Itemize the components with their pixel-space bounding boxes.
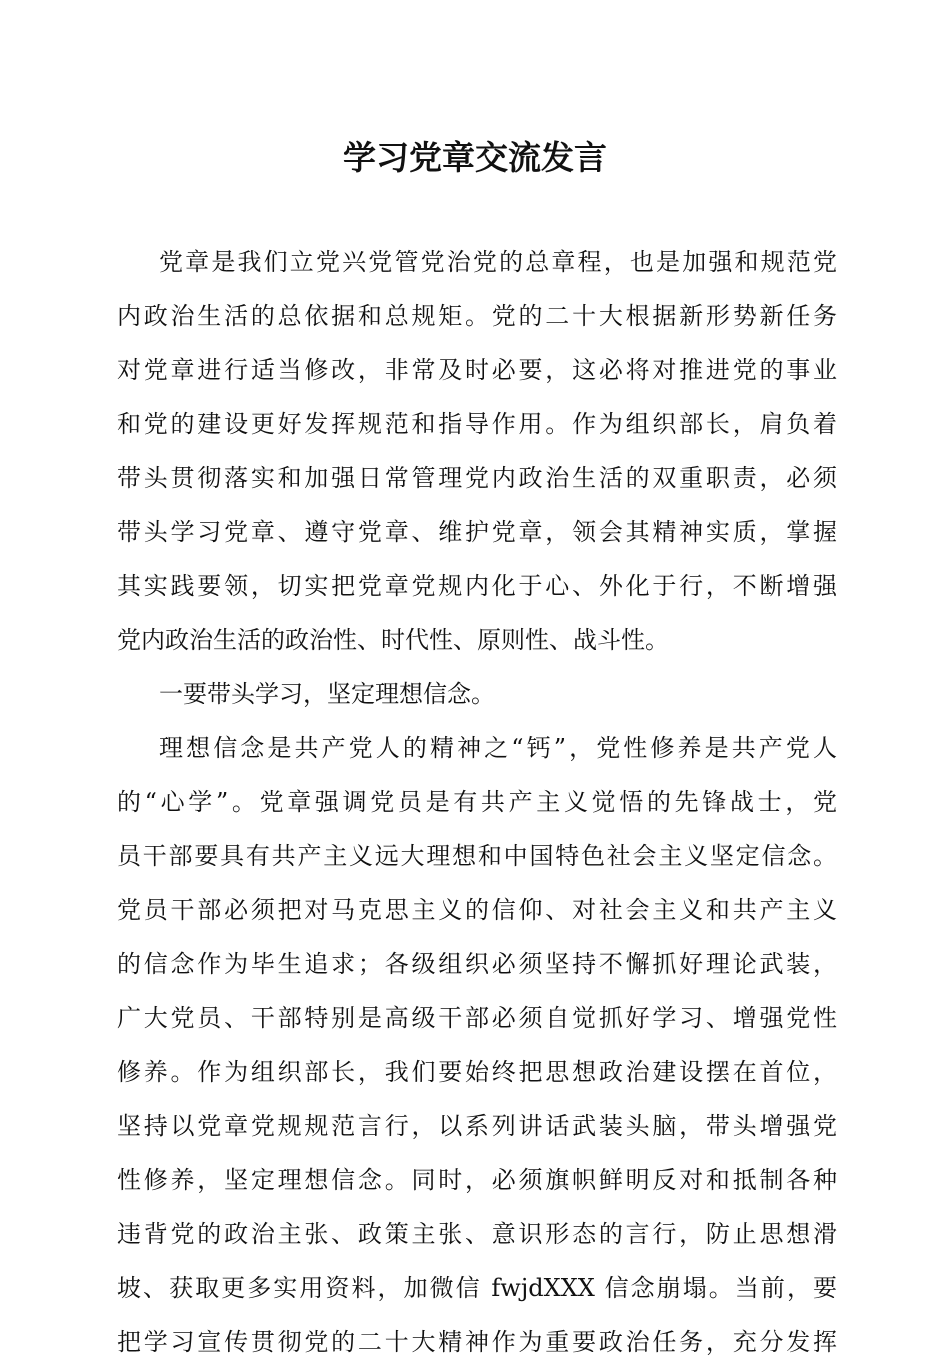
paragraph-line: 党员干部必须把对马克思主义的信仰、对社会主义和共产主义 bbox=[117, 896, 837, 924]
paragraph-line: 的信念作为毕生追求；各级组织必须坚持不懈抓好理论武装， bbox=[117, 950, 837, 978]
paragraph-line: 带头学习党章、遵守党章、维护党章，领会其精神实质，掌握 bbox=[117, 518, 837, 546]
paragraph-line: 理想信念是共产党人的精神之“钙”，党性修养是共产党人 bbox=[159, 734, 837, 762]
paragraph-line: 带头贯彻落实和加强日常管理党内政治生活的双重职责，必须 bbox=[117, 464, 837, 492]
paragraph-line: 坚持以党章党规规范言行，以系列讲话武装头脑，带头增强党 bbox=[117, 1112, 837, 1140]
paragraph-line: 内政治生活的总依据和总规矩。党的二十大根据新形势新任务 bbox=[117, 302, 837, 330]
paragraph-line: 其实践要领，切实把党章党规内化于心、外化于行，不断增强 bbox=[117, 572, 837, 600]
paragraph-line: 违背党的政治主张、政策主张、意识形态的言行，防止思想滑 bbox=[117, 1220, 837, 1248]
paragraph-line: 广大党员、干部特别是高级干部必须自觉抓好学习、增强党性 bbox=[117, 1004, 837, 1032]
paragraph-line: 党内政治生活的政治性、时代性、原则性、战斗性。 bbox=[117, 626, 669, 654]
document-body bbox=[117, 235, 837, 1369]
paragraph-line: 党章是我们立党兴党管党治党的总章程，也是加强和规范党 bbox=[159, 248, 837, 276]
paragraph-line: 和党的建设更好发挥规范和指导作用。作为组织部长，肩负着 bbox=[117, 410, 837, 438]
paragraph-line: 员干部要具有共产主义远大理想和中国特色社会主义坚定信念。 bbox=[117, 842, 837, 870]
section-heading: 一要带头学习，坚定理想信念。 bbox=[159, 680, 495, 708]
paragraph-line: 坡、获取更多实用资料，加微信 fwjdXXX 信念崩塌。当前，要 bbox=[117, 1274, 837, 1302]
paragraph-line: 对党章进行适当修改，非常及时必要，这必将对推进党的事业 bbox=[117, 356, 837, 384]
paragraph-line: 修养。作为组织部长，我们要始终把思想政治建设摆在首位， bbox=[117, 1058, 837, 1086]
document-title: 学习党章交流发言 bbox=[343, 138, 607, 177]
paragraph-line: 把学习宣传贯彻党的二十大精神作为重要政治任务，充分发挥 bbox=[117, 1328, 837, 1356]
paragraph-line: 性修养，坚定理想信念。同时，必须旗帜鲜明反对和抵制各种 bbox=[117, 1166, 837, 1194]
paragraph-line: 的“心学”。党章强调党员是有共产主义觉悟的先锋战士，党 bbox=[117, 788, 837, 816]
